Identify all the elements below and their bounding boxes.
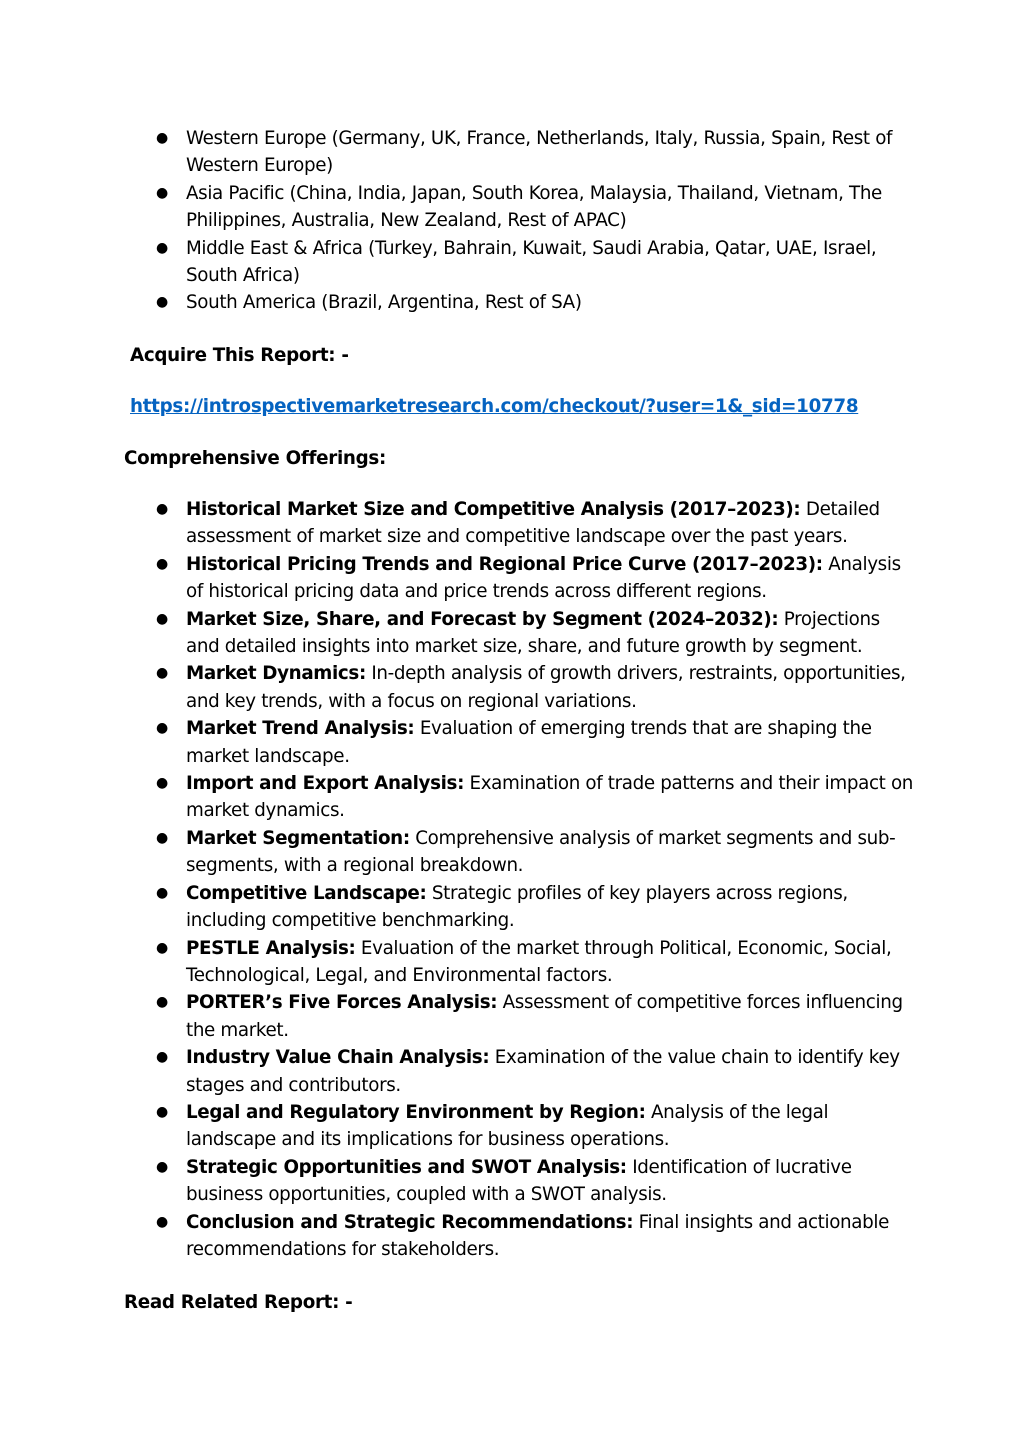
offerings-list [155, 496, 915, 1263]
bullet-icon: ● [156, 130, 168, 146]
bullet-icon: ● [156, 1213, 168, 1230]
list-item [155, 1044, 915, 1099]
bullet-icon: ● [156, 775, 168, 792]
offering-term: Import and Export Analysis: [186, 773, 465, 795]
bullet-icon: ● [156, 720, 168, 737]
bullet-icon: ● [156, 939, 168, 956]
bullet-icon: ● [156, 884, 168, 901]
list-item [155, 235, 915, 290]
offering-desc: Strategic profiles of key players across regions, including competitive benchmarking. [186, 882, 848, 932]
list-item [155, 825, 915, 880]
related-report-heading: Read Related Report: - [124, 1292, 353, 1313]
list-item [155, 289, 915, 316]
offering-desc: Evaluation of the market through Political, Economic, Social, Technological, Legal, and Environmental factors. [186, 937, 892, 986]
offering-term: Historical Market Size and Competitive Analysis (2017–2023): [186, 499, 801, 520]
offering-desc: Final insights and actionable recommendations for stakeholders. [186, 1211, 889, 1260]
offering-desc: Analysis of historical pricing data and price trends across different regions. [186, 553, 901, 603]
offering-desc: Projections and detailed insights into market size, share, and future growth by segment. [186, 608, 880, 658]
region-text: Western Europe (Germany, UK, France, Netherlands, Italy, Russia, Spain, Rest of Western Europe) [186, 128, 893, 177]
offering-term: Conclusion and Strategic Recommendations: [186, 1211, 634, 1233]
list-item [155, 606, 915, 661]
bullet-icon: ● [156, 184, 168, 201]
bullet-icon: ● [156, 1049, 168, 1066]
offering-desc: In-depth analysis of growth drivers, restraints, opportunities, and key trends, with a focus on regional variations. [186, 663, 906, 712]
list-item [155, 125, 915, 180]
list-item [155, 715, 915, 770]
offering-term: Competitive Landscape: [186, 882, 427, 904]
list-item [155, 989, 915, 1044]
bullet-icon: ● [156, 501, 168, 517]
offering-term: Market Dynamics: [186, 663, 366, 685]
list-item [155, 496, 915, 551]
bullet-icon: ● [156, 555, 168, 572]
offering-desc: Analysis of the legal landscape and its implications for business operations. [186, 1101, 829, 1151]
bullet-icon: ● [156, 610, 168, 627]
bullet-icon: ● [156, 1103, 168, 1120]
offerings-heading: Comprehensive Offerings: [124, 448, 387, 469]
offering-desc: Evaluation of emerging trends that are shaping the market landscape. [186, 718, 872, 767]
list-item [155, 660, 915, 715]
offering-term: Market Trend Analysis: [186, 718, 415, 740]
bullet-icon: ● [156, 829, 168, 846]
bullet-icon: ● [156, 1158, 168, 1175]
bullet-icon: ● [156, 994, 168, 1011]
bullet-icon: ● [156, 294, 168, 311]
region-text: South America (Brazil, Argentina, Rest of SA) [186, 292, 582, 314]
regions-list [155, 125, 915, 317]
offering-desc: Identification of lucrative business opportunities, coupled with a SWOT analysis. [186, 1156, 852, 1206]
list-item [155, 551, 915, 606]
offering-term: Market Size, Share, and Forecast by Segment (2024–2032): [186, 608, 779, 630]
offering-term: Legal and Regulatory Environment by Region: [186, 1101, 646, 1123]
offering-term: Historical Pricing Trends and Regional Price Curve (2017–2023): [186, 553, 823, 575]
offering-desc: Examination of trade patterns and their impact on market dynamics. [186, 773, 914, 822]
offering-term: PORTER’s Five Forces Analysis: [186, 992, 498, 1014]
offering-term: Market Segmentation: [186, 827, 410, 849]
offering-term: PESTLE Analysis: [186, 937, 356, 959]
list-item [155, 1209, 915, 1264]
list-item [155, 1099, 915, 1154]
list-item [155, 1154, 915, 1209]
region-text: Middle East & Africa (Turkey, Bahrain, Kuwait, Saudi Arabia, Qatar, UAE, Israel, South Africa) [186, 237, 877, 287]
offering-term: Strategic Opportunities and SWOT Analysis: [186, 1156, 627, 1178]
bullet-icon: ● [156, 665, 168, 682]
region-text: Asia Pacific (China, India, Japan, South Korea, Malaysia, Thailand, Vietnam, The Philippines, Australia, New Zealand, Rest of APAC) [186, 182, 882, 232]
acquire-report-heading: Acquire This Report: - [130, 345, 349, 366]
offering-desc: Comprehensive analysis of market segments and sub-segments, with a regional breakdown. [186, 827, 896, 877]
offering-desc: Examination of the value chain to identify key stages and contributors. [186, 1047, 900, 1096]
list-item [155, 935, 915, 990]
offering-desc: Detailed assessment of market size and competitive landscape over the past years. [186, 499, 880, 548]
list-item [155, 770, 915, 825]
list-item [155, 180, 915, 235]
offering-term: Industry Value Chain Analysis: [186, 1047, 490, 1069]
checkout-link[interactable]: https://introspectivemarketresearch.com/checkout/?user=1&_sid=10778 [130, 396, 859, 417]
offering-desc: Assessment of competitive forces influencing the market. [186, 992, 903, 1041]
list-item [155, 880, 915, 935]
bullet-icon: ● [156, 239, 168, 256]
